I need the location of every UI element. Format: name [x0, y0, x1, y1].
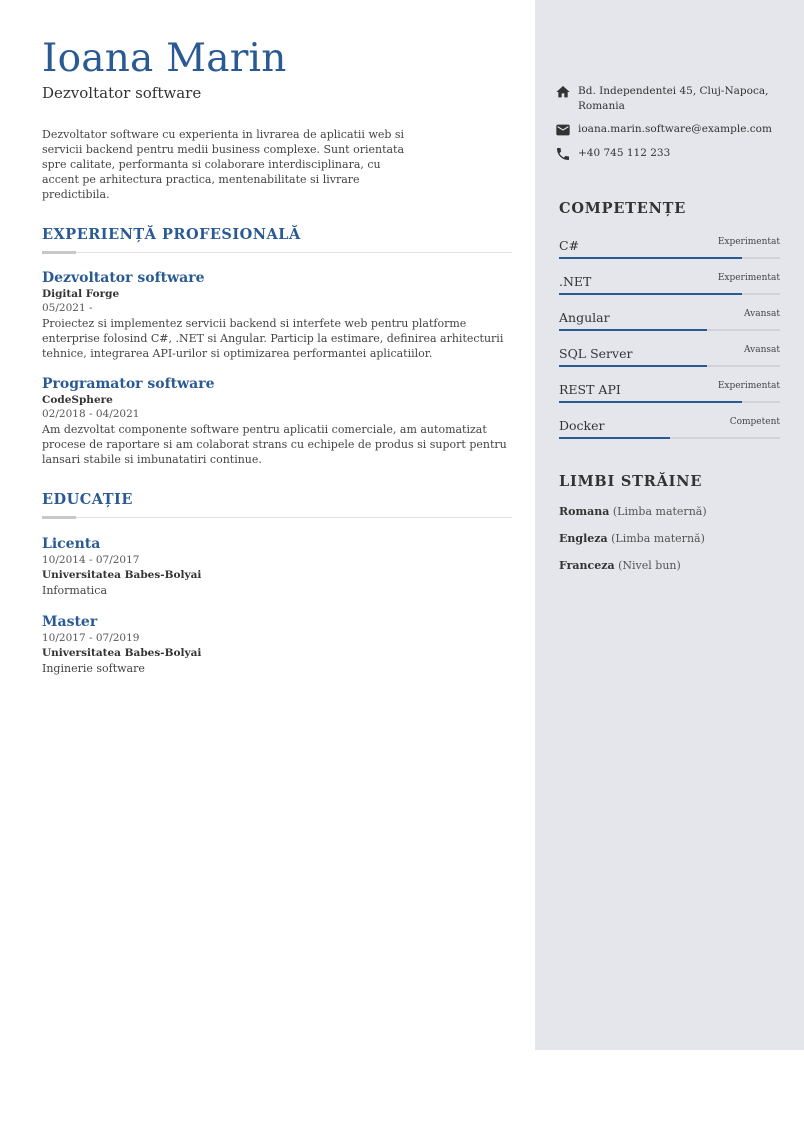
skill-bar-fill	[559, 329, 707, 331]
skill-level: Experimentat	[717, 273, 780, 283]
contact-info	[555, 84, 785, 170]
education-entry	[42, 614, 512, 676]
contact-address	[555, 84, 785, 114]
candidate-name: Ioana Marin	[42, 36, 287, 81]
skill-bar-track	[559, 257, 780, 259]
job-description: Proiectez si implementez servicii backend si interfete web pentru platforme enterprise folosind C#, .NET si Angular. Particip la estimare, definirea arhitecturii tehnice, integrarea API-urilor si optimizarea performantei aplicatiilor.	[42, 317, 504, 360]
skill-name: SQL Server	[559, 346, 633, 361]
school-name: Universitatea Babes-Bolyai	[42, 569, 202, 581]
skill-level: Avansat	[744, 309, 780, 319]
company-name: Digital Forge	[42, 288, 120, 300]
skill-name: REST API	[559, 382, 621, 397]
degree-title: Master	[42, 614, 98, 630]
skills-heading: COMPETENȚE	[559, 200, 687, 217]
language-level: (Limba maternă)	[609, 505, 707, 518]
email-text[interactable]: ioana.marin.software@example.com	[578, 123, 772, 135]
degree-field: Informatica	[42, 584, 108, 597]
skill-name: Angular	[559, 310, 610, 325]
skill-bar-track	[559, 401, 780, 403]
phone-text[interactable]: +40 745 112 233	[578, 147, 671, 159]
job-title: Programator software	[42, 376, 215, 392]
phone-icon	[555, 146, 571, 162]
skill-bar-track	[559, 329, 780, 331]
education-divider	[42, 516, 512, 519]
skills-list	[559, 236, 780, 452]
language-item	[559, 558, 780, 573]
skill-level: Experimentat	[717, 381, 780, 391]
job-description: Am dezvoltat componente software pentru aplicatii comerciale, am automatizat procese de raportare si am colaborat strans cu echipele de produs si suport pentru lansari stabile si imbunatatiri continue.	[42, 423, 507, 466]
skill-item	[559, 416, 780, 452]
skill-level: Avansat	[744, 345, 780, 355]
language-item	[559, 531, 780, 546]
language-level: (Limba maternă)	[607, 532, 705, 545]
skill-bar-fill	[559, 365, 707, 367]
home-icon	[555, 84, 571, 100]
contact-phone[interactable]	[555, 146, 785, 162]
company-name: CodeSphere	[42, 394, 113, 406]
language-item	[559, 504, 780, 519]
candidate-role: Dezvoltator software	[42, 84, 202, 102]
address-text: Bd. Independentei 45, Cluj-Napoca, Romania	[578, 85, 769, 112]
job-dates: 05/2021 -	[42, 302, 93, 314]
skill-bar-track	[559, 293, 780, 295]
education-entry	[42, 536, 512, 598]
skill-item	[559, 272, 780, 308]
language-name: Engleza	[559, 532, 608, 545]
languages-heading: LIMBI STRĂINE	[559, 473, 703, 490]
language-level: (Nivel bun)	[614, 559, 681, 572]
skill-item	[559, 380, 780, 416]
skill-bar-fill	[559, 401, 742, 403]
degree-dates: 10/2017 - 07/2019	[42, 632, 140, 644]
experience-heading: EXPERIENȚĂ PROFESIONALĂ	[42, 226, 301, 243]
experience-entry	[42, 376, 512, 467]
skill-level: Competent	[729, 417, 780, 427]
skill-name: C#	[559, 238, 580, 253]
skill-bar-fill	[559, 257, 742, 259]
skill-bar-fill	[559, 437, 670, 439]
contact-email[interactable]	[555, 122, 785, 138]
language-name: Romana	[559, 505, 610, 518]
skill-item	[559, 308, 780, 344]
profile-summary: Dezvoltator software cu experienta in livrarea de aplicatii web si servicii backend pentru medii business complexe. Sunt orientata spre calitate, performanta si colaborare interdisciplinara, cu accent pe arhitectura practica, mentenabilitate si livrare predictibila.	[42, 128, 405, 201]
skill-level: Experimentat	[717, 237, 780, 247]
degree-field: Inginerie software	[42, 662, 145, 675]
school-name: Universitatea Babes-Bolyai	[42, 647, 202, 659]
skill-name: .NET	[559, 274, 592, 289]
skill-item	[559, 236, 780, 272]
degree-title: Licenta	[42, 536, 101, 552]
degree-dates: 10/2014 - 07/2017	[42, 554, 140, 566]
skill-name: Docker	[559, 418, 605, 433]
skill-bar-track	[559, 437, 780, 439]
mail-icon	[555, 122, 571, 138]
experience-divider	[42, 251, 512, 254]
language-name: Franceza	[559, 559, 615, 572]
main-column	[42, 36, 512, 676]
experience-entry	[42, 270, 512, 361]
skill-bar-fill	[559, 293, 742, 295]
skill-bar-track	[559, 365, 780, 367]
job-title: Dezvoltator software	[42, 270, 205, 286]
languages-list	[559, 504, 780, 585]
sidebar	[535, 0, 804, 1050]
education-heading: EDUCAȚIE	[42, 491, 133, 508]
job-dates: 02/2018 - 04/2021	[42, 408, 140, 420]
skill-item	[559, 344, 780, 380]
